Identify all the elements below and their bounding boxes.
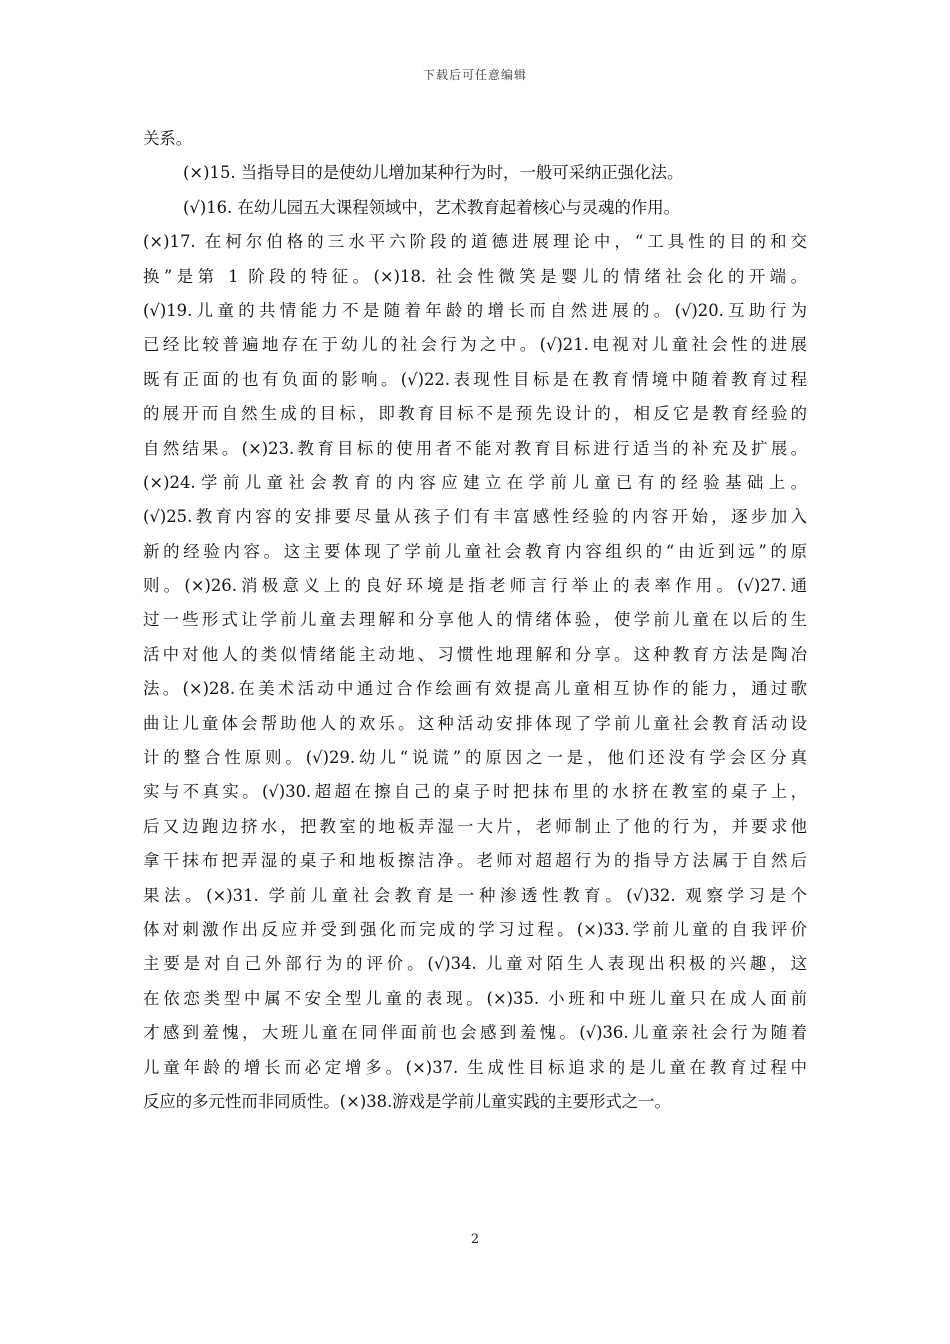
- text-line: 曲让儿童体会帮助他人的欢乐。这种活动安排体现了学前儿童社会教育活动设: [143, 713, 807, 733]
- text-line: 计的整合性原则。(√)29.幼儿“说谎”的原因之一是，他们还没有学会区分真: [143, 748, 807, 768]
- text-line: 拿干抹布把弄湿的桌子和地板擦洁净。老师对超超行为的指导方法属于自然后: [143, 851, 807, 871]
- text-line: 果法。(×)31. 学前儿童社会教育是一种渗透性教育。(√)32. 观察学习是个: [143, 885, 807, 905]
- text-line: 在依恋类型中属不安全型儿童的表现。(×)35. 小班和中班儿童只在成人面前: [143, 988, 807, 1008]
- text-line: 反应的多元性而非同质性。(×)38.游戏是学前儿童实践的主要形式之一。: [143, 1091, 671, 1111]
- text-line: 既有正面的也有负面的影响。(√)22.表现性目标是在教育情境中随着教育过程: [143, 369, 807, 389]
- text-line: 过一些形式让学前儿童去理解和分享他人的情绪体验，使学前儿童在以后的生: [143, 610, 807, 630]
- text-line: (×)15. 当指导目的是使幼儿增加某种行为时，一般可采纳正强化法。: [183, 163, 684, 183]
- text-line: 体对刺激作出反应并受到强化而完成的学习过程。(×)33.学前儿童的自我评价: [143, 919, 807, 939]
- text-line: 关系。: [143, 129, 193, 148]
- text-line: (×)24.学前儿童社会教育的内容应建立在学前儿童已有的经验基础上。: [143, 472, 807, 492]
- text-line: 已经比较普遍地存在于幼儿的社会行为之中。(√)21.电视对儿童社会性的进展: [143, 335, 807, 355]
- text-line: 法。(×)28.在美术活动中通过合作绘画有效提高儿童相互协作的能力，通过歌: [143, 679, 807, 699]
- page-header: 下载后可任意编辑: [422, 68, 527, 82]
- page-number: 2: [470, 1232, 480, 1247]
- text-line: 才感到羞愧，大班儿童在同伴面前也会感到羞愧。(√)36.儿童亲社会行为随着: [143, 1023, 807, 1043]
- text-line: (√)25.教育内容的安排要尽量从孩子们有丰富感性经验的内容开始，逐步加入: [143, 507, 807, 527]
- text-line: 新的经验内容。这主要体现了学前儿童社会教育内容组织的“由近到远”的原: [143, 541, 807, 561]
- text-line: 则。(×)26.消极意义上的良好环境是指老师言行举止的表率作用。(√)27.通: [143, 576, 807, 596]
- text-line: (√)19.儿童的共情能力不是随着年龄的增长而自然进展的。(√)20.互助行为: [143, 300, 807, 320]
- text-line: 儿童年龄的增长而必定增多。(×)37. 生成性目标追求的是儿童在教育过程中: [143, 1057, 807, 1077]
- text-line: 后又边跑边挤水，把教室的地板弄湿一大片，老师制止了他的行为，并要求他: [143, 816, 807, 836]
- text-line: (×)17. 在柯尔伯格的三水平六阶段的道德进展理论中，“工具性的目的和交: [143, 232, 807, 252]
- text-line: 主要是对自己外部行为的评价。(√)34. 儿童对陌生人表现出积极的兴趣，这: [143, 954, 807, 974]
- text-line: 换”是第 1 阶段的特征。(×)18. 社会性微笑是婴儿的情绪社会化的开端。: [143, 266, 807, 286]
- document-body: [143, 122, 807, 1119]
- text-line: 自然结果。(×)23.教育目标的使用者不能对教育目标进行适当的补充及扩展。: [143, 438, 807, 458]
- text-line: 实与不真实。(√)30.超超在擦自己的桌子时把抹布里的水挤在教室的桌子上，: [143, 782, 807, 802]
- text-line: 活中对他人的类似情绪能主动地、习惯性地理解和分享。这种教育方法是陶冶: [143, 644, 807, 664]
- text-line: 的展开而自然生成的目标，即教育目标不是预先设计的，相反它是教育经验的: [143, 404, 807, 424]
- text-line: (√)16. 在幼儿园五大课程领域中，艺术教育起着核心与灵魂的作用。: [183, 197, 681, 217]
